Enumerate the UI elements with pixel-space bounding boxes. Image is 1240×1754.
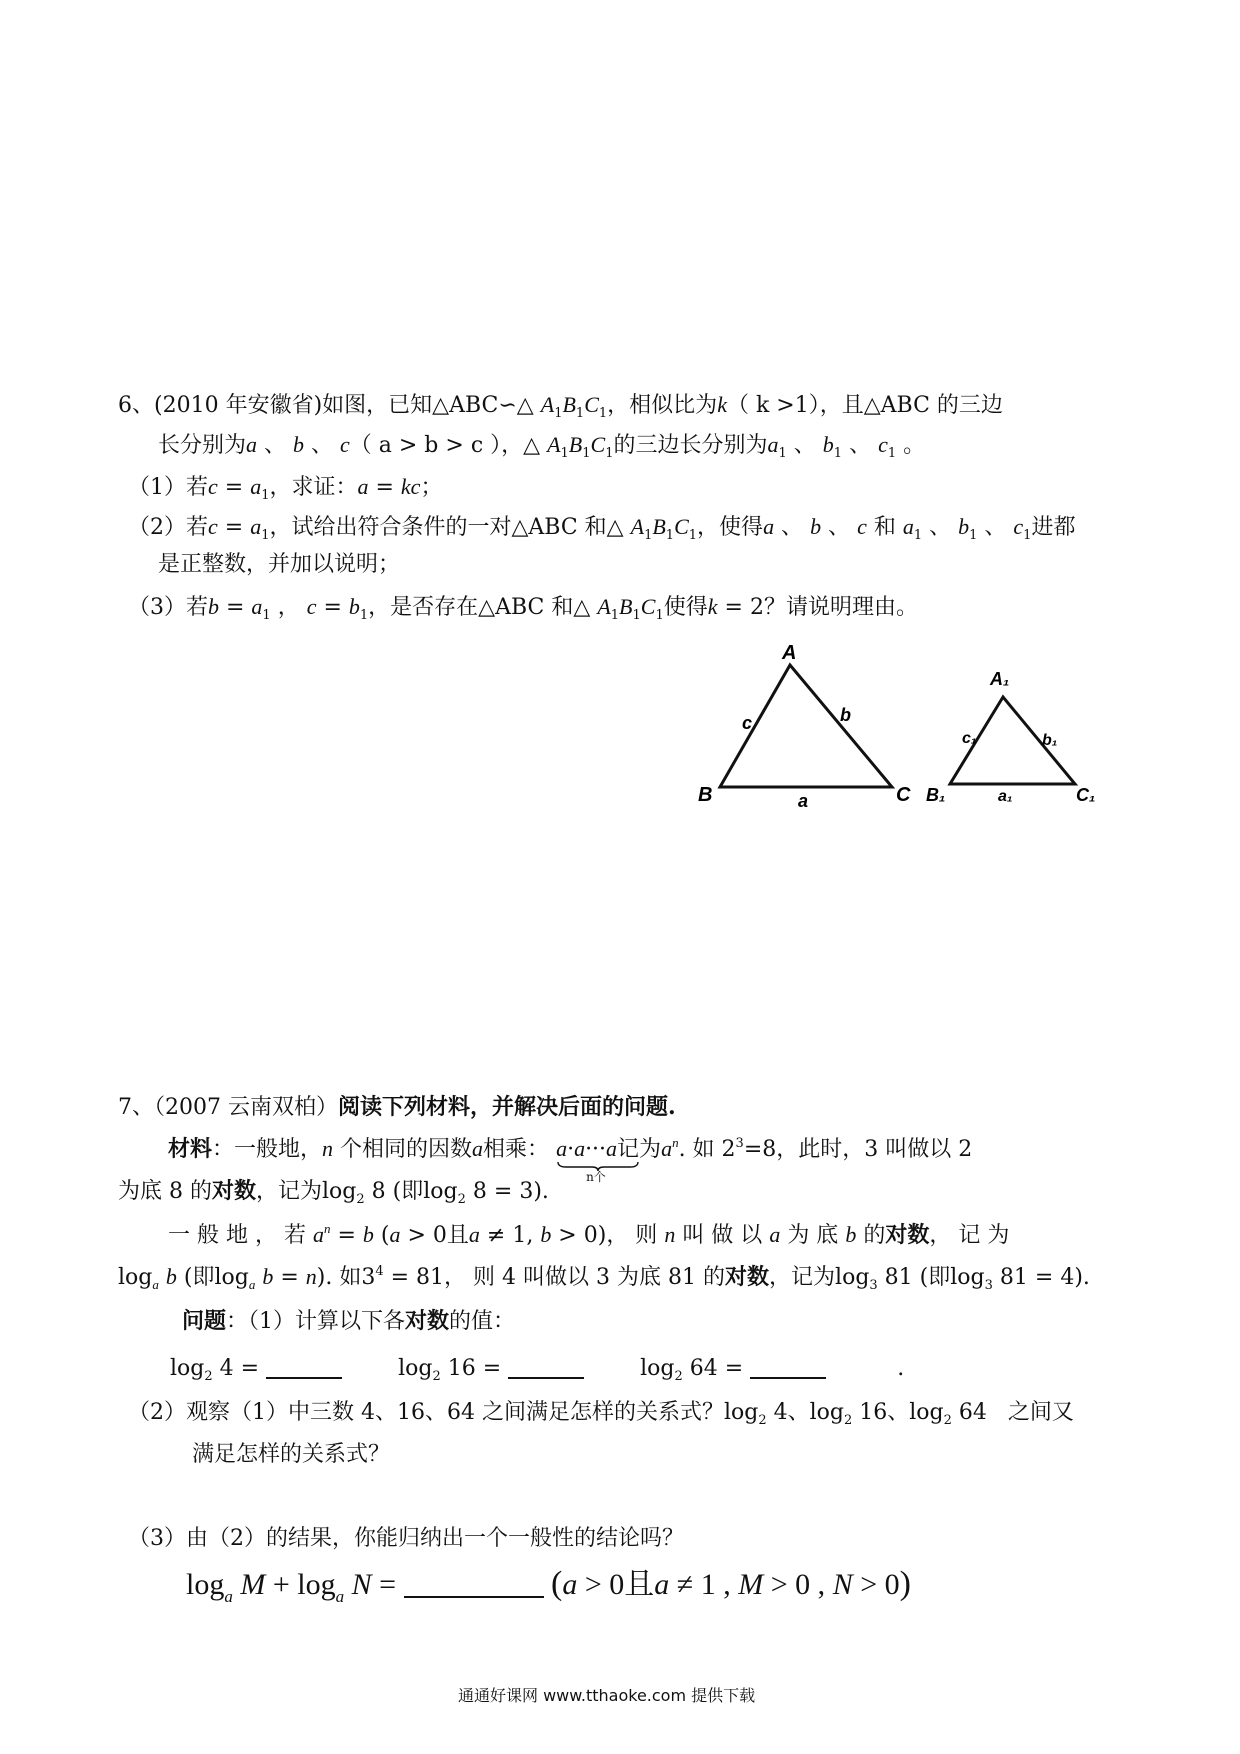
label-a1: a₁ xyxy=(998,788,1013,805)
q7-material-d: 记为 xyxy=(617,1137,662,1162)
q6-part2-label: （2）若 xyxy=(128,515,208,540)
q7-part-2-line-2: 满足怎样的关系式？ xyxy=(192,1442,391,1467)
label-c: c xyxy=(742,713,753,733)
log-word-bold: 对数 xyxy=(211,1178,256,1204)
q7-material-c: 相乘： xyxy=(483,1137,550,1162)
q6-source: (2010 年安徽省) xyxy=(154,393,323,418)
q7-log-blanks: $\log_2 4$ = $\log_2 16$ = $\log_2 64$ = . xyxy=(170,1356,905,1384)
q6-line-1: 6、(2010 年安徽省)如图，已知△ABC∽△ $A_1B_1C_1$，相似比为k（ k >1），且△ABC 的三边 xyxy=(118,392,1003,421)
log-word-bold-4: 对数 xyxy=(405,1308,450,1334)
q7-line4-f: ). xyxy=(1074,1265,1090,1290)
q7-general-formula: $\log_a M + \log_a N = (a > 0$且a ≠ 1 , M > 0 , N > 0) xyxy=(186,1565,911,1606)
answer-blank-general[interactable] xyxy=(404,1566,544,1598)
label-A1: A₁ xyxy=(990,669,1010,689)
answer-blank-log2-16[interactable] xyxy=(508,1355,584,1379)
product-brace: a·a···a n个 xyxy=(556,1134,617,1165)
q6-line-2: 长分别为a 、 b 、 c（ a > b > c ），△ $A_1B_1C_1$的三边长分别为$a_1$ 、 $b_1$ 、 $c_1$ 。 xyxy=(158,432,926,461)
q7-general-line-1: 一 般 地 ， 若 $a^n = b$ (a > 0且a ≠ 1, b > 0)， 则 n 叫 做 以 a 为 底 b 的对数， 记 为 xyxy=(168,1221,1010,1248)
q7-source: （2007 云南双柏） xyxy=(154,1095,338,1120)
q7-material-line-2: 为底 8 的对数，记为$\log_2 8$ (即$\log_2 8 = 3$). xyxy=(118,1178,549,1207)
log-word-bold-2: 对数 xyxy=(885,1222,930,1248)
q7-question-label: 问题 xyxy=(182,1308,227,1334)
q7-material-b: 个相同的因数 xyxy=(340,1137,473,1162)
similar-triangles-figure xyxy=(680,635,1140,835)
q6-part2-text3: 进都 xyxy=(1031,515,1076,540)
q7-question-1 xyxy=(182,1306,515,1337)
q6-part-1: （1）若$c = a_1$，求证：a = kc； xyxy=(128,474,443,503)
q6-line2-a: 长分别为 xyxy=(158,433,247,458)
label-c1: c₁ xyxy=(962,730,977,747)
q7-line4-d: ，记为 xyxy=(769,1265,836,1290)
q6-line2-b: （ a > b > c ），△ xyxy=(349,433,541,458)
label-C1: C₁ xyxy=(1076,785,1096,805)
log-word-bold-3: 对数 xyxy=(725,1264,770,1290)
q6-ratio-text: ，相似比为 xyxy=(607,393,718,418)
q7-line4-c: ， 则 4 叫做以 3 为底 81 的 xyxy=(444,1265,725,1290)
q7-material-label: 材料 xyxy=(168,1136,213,1162)
label-A: A xyxy=(782,642,797,664)
q7-general-a: 一 般 地 ， 若 xyxy=(168,1223,306,1248)
q7-part2-a: （2）观察（1）中三数 4、16、64 之间满足怎样的关系式？ xyxy=(128,1400,724,1425)
q7-general-b: ， 则 xyxy=(606,1223,658,1248)
q7-material-a: ：一般地， xyxy=(212,1137,323,1162)
q7-material-f: =8，此时，3 叫做以 2 xyxy=(743,1137,973,1162)
q7-part-3: （3）由（2）的结果，你能归纳出一个一般性的结论吗？ xyxy=(128,1526,684,1551)
q7-question-1b: 的值： xyxy=(449,1309,516,1334)
q7-question-1-text: ：（1）计算以下各 xyxy=(226,1309,406,1334)
label-B1: B₁ xyxy=(926,785,946,805)
q7-part-2: （2）观察（1）中三数 4、16、64 之间满足怎样的关系式？$\log_2 4$、$\log_2 16$、$\log_2 64$ 之间又 xyxy=(128,1400,1074,1428)
q7-part2-b: 之间又 xyxy=(1007,1400,1074,1425)
q7-material-e: . 如 2 xyxy=(678,1137,736,1162)
q7-line2-d: ). xyxy=(533,1179,549,1204)
q6-part-2-line-2: 是正整数，并加以说明； xyxy=(158,552,401,577)
q6-line2-c: 的三边长分别为 xyxy=(613,433,768,458)
q7-line4-b: ). 如 xyxy=(316,1265,362,1290)
q6-part2-text: ，试给出符合条件的一对△ABC 和△ xyxy=(269,515,624,540)
q6-part3-label: （3）若 xyxy=(128,595,208,620)
q6-part3-text: ，是否存在△ABC 和△ xyxy=(368,595,591,620)
q7-number: 7、 xyxy=(118,1095,154,1120)
q6-intro: 如图，已知△ABC∽△ xyxy=(322,393,534,418)
q7-general-d: 为 底 xyxy=(787,1223,839,1248)
q7-line2-a: 为底 8 的 xyxy=(118,1179,212,1204)
q7-general-f: ， 记 为 xyxy=(929,1223,1010,1248)
q7-general-line-2: $\log_a b$ (即$\log_a b = n$). 如$3^4 = 81$， 则 4 叫做以 3 为底 81 的对数，记为$\log_3 81$ (即$\log_3 81 = 4$). xyxy=(118,1264,1090,1293)
q7-line4-e: (即 xyxy=(919,1265,951,1290)
q7-material-line-1: 材料：一般地，n 个相同的因数a相乘： a·a···a n个 记为$a^n$. 如 $2^3=8$，此时，3 叫做以 2 xyxy=(168,1135,973,1184)
label-a: a xyxy=(798,791,809,811)
q6-part3-text2: 使得 xyxy=(663,595,708,620)
q6-part1-label: （1）若 xyxy=(128,475,208,500)
page-footer: 通通好课网 www.tthaoke.com 提供下载 xyxy=(458,1686,756,1705)
q6-part1-end: ； xyxy=(420,475,443,500)
label-b1: b₁ xyxy=(1042,732,1058,749)
q6-part2-text2: ，使得 xyxy=(697,515,764,540)
q7-title-line xyxy=(118,1092,676,1123)
q6-part1-prove: ，求证： xyxy=(269,475,358,500)
answer-blank-log2-4[interactable] xyxy=(266,1355,342,1379)
q6-part-2: （2）若$c = a_1$，试给出符合条件的一对△ABC 和△ $A_1B_1C_1$，使得a 、 b 、 c 和 $a_1$ 、 $b_1$ 、 $c_1$进都 xyxy=(128,514,1076,543)
q7-line2-c: (即 xyxy=(392,1179,424,1204)
answer-blank-log2-64[interactable] xyxy=(750,1355,826,1379)
q7-title: 阅读下列材料，并解决后面的问题. xyxy=(337,1094,676,1120)
q7-general-e: 的 xyxy=(863,1223,886,1248)
q6-part-3: （3）若$b = a_1$ ， $c = b_1$，是否存在△ABC 和△ $A_1B_1C_1$使得k = 2？请说明理由。 xyxy=(128,594,918,623)
q6-k-condition: （ k >1），且△ABC 的三边 xyxy=(726,393,1003,418)
q6-number: 6、 xyxy=(118,393,154,418)
label-B: B xyxy=(698,784,713,806)
brace-label: n个 xyxy=(586,1170,606,1184)
label-b: b xyxy=(840,705,851,725)
q7-line2-b: ，记为 xyxy=(256,1179,323,1204)
label-C: C xyxy=(896,784,911,806)
q6-part3-end: ？请说明理由。 xyxy=(763,595,918,620)
q7-line4-a: (即 xyxy=(183,1265,215,1290)
q7-general-c: 叫 做 以 xyxy=(682,1223,763,1248)
